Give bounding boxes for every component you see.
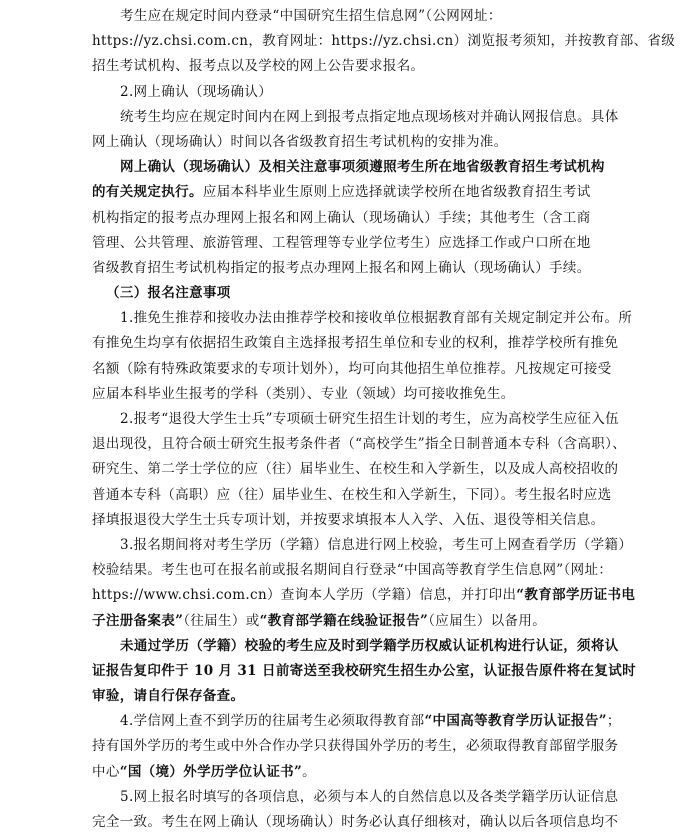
- section-2-paragraph-1: [92, 105, 619, 155]
- section-2-paragraph-2: [92, 155, 605, 281]
- text-line: 校验结果。考生也可在报名前或报名期间自行登录“中国高等教育学生信息网”（网址：: [92, 562, 613, 579]
- bold-text-line: 未通过学历（学籍）校验的考生应及时到学籍学历权威认证机构进行认证，须将认: [120, 637, 619, 654]
- text-line: 有推免生均享有依据招生政策自主选择报考招生单位和专业的权利，推荐学校所有推免: [92, 335, 619, 352]
- text-line: 1.推免生推荐和接收办法由推荐学校和接收单位根据教育部有关规定制定并公布。所: [120, 310, 633, 327]
- text: https://www.chsi.com.cn）查询本人学历（学籍）信息，并打印出: [92, 587, 517, 604]
- text-line: 统考生均应在规定时间内在网上到报考点指定地点现场核对并确认网报信息。具体: [120, 108, 619, 125]
- text-line: 管理、公共管理、旅游管理、工程管理等专业学位考生）应选择工作或户口所在地: [92, 234, 591, 251]
- bold-text-line: 审验，请自行保存备查。: [92, 688, 245, 705]
- text: 4.学信网上查不到学历的往届考生必须取得教育部: [120, 713, 425, 730]
- text-line: 招生考试机构、报考点以及学校的网上公告要求报名。: [92, 58, 425, 75]
- bold-text: “中国高等教育学历认证报告”: [424, 713, 607, 730]
- text-line: 网上确认（现场确认）时间以各省级教育招生考试机构的安排为准。: [92, 133, 508, 150]
- text: 应届本科毕业生原则上应选择就读学校所在地省级教育招生考试: [202, 184, 591, 201]
- text-line: 5.网上报名时填写的各项信息，必须与本人的自然信息以及各类学籍学历认证信息: [120, 788, 619, 805]
- section-3-heading: [92, 281, 602, 306]
- text-line: 机构指定的报考点办理网上报名和网上确认（现场确认）手续；其他考生（含工商: [92, 209, 591, 226]
- text-line: 2.报考“退役大学生士兵”专项硕士研究生招生计划的考生，应为高校学生应征入伍: [120, 411, 619, 427]
- bold-text: 的有关规定执行。: [92, 184, 203, 201]
- text: ；: [606, 713, 621, 730]
- bold-text-line: 证报告复印件于 10 月 31 日前寄送至我校研究生招生办公室，认证报告原件将在复试时: [92, 662, 636, 679]
- document-page: [92, 0, 676, 831]
- mixed-text-line: [92, 180, 602, 205]
- text-line: 考生应在规定时间内登录“中国研究生招生信息网”（公网网址：: [120, 8, 502, 24]
- text-line: 应届本科毕业生报考的学科（类别）、专业（领域）均可接收推免生。: [92, 385, 515, 402]
- mixed-text-line: [92, 760, 602, 785]
- text-line: https://yz.chsi.com.cn，教育网址：https://yz.chsi.cn）浏览报考须知，并按教育部、省级: [92, 33, 676, 50]
- bold-text: “国（境）外学历学位认证书”: [119, 763, 303, 780]
- item-4-paragraph: [92, 709, 621, 785]
- mixed-text-line: [92, 709, 621, 734]
- text-line: 省级教育招生考试机构指定的报考点办理网上报名和网上确认（现场确认）手续。: [92, 259, 591, 276]
- item-5-paragraph: [92, 785, 619, 835]
- item-1-paragraph: [92, 306, 633, 407]
- text-line: 名额（除有特殊政策要求的专项计划外），均可向其他招生单位推荐。凡按规定可接受: [92, 360, 612, 377]
- item-3-paragraph: [92, 533, 636, 634]
- heading-text: （三）报名注意事项: [106, 285, 231, 302]
- text-line: 完全一致。考生在网上确认（现场确认）时务必认真仔细核对，确认以后各项信息均不: [92, 814, 619, 830]
- text: 中心: [92, 763, 120, 780]
- item-2-paragraph: [92, 407, 627, 533]
- text: （往届生）或: [183, 612, 260, 629]
- bold-text: 子注册备案表”: [92, 612, 184, 629]
- bold-text: “教育部学历证书电: [516, 587, 636, 604]
- section-2-heading: [92, 80, 602, 105]
- text-line: 退出现役，且符合硕士研究生报考条件者（“高校学生”指全日制普通本专科（含高职）、: [92, 436, 627, 453]
- heading-text: 2.网上确认（现场确认）: [120, 83, 273, 100]
- mixed-text-line: [92, 583, 636, 608]
- bold-text: “教育部学籍在线验证报告”: [259, 612, 429, 629]
- mixed-text-line: [92, 609, 602, 634]
- bold-text-line: 网上确认（现场确认）及相关注意事项须遵照考生所在地省级教育招生考试机构: [120, 159, 605, 176]
- text-line: 研究生、第二学士学位的应（往）届毕业生、在校生和入学新生，以及成人高校招收的: [92, 461, 619, 478]
- item-3-bold-paragraph: [92, 634, 636, 710]
- intro-paragraph: [92, 4, 676, 80]
- text: （应届生）以备用。: [428, 612, 547, 629]
- text-line: 3.报名期间将对考生学历（学籍）信息进行网上校验，考生可上网查看学历（学籍）: [120, 536, 633, 553]
- text: 。: [302, 763, 316, 780]
- text-line: 择填报退役大学生士兵专项计划，并按要求填报本人入学、入伍、退役等相关信息。: [92, 511, 605, 528]
- text-line: 持有国外学历的考生或中外合作办学只获得国外学历的考生，必须取得教育部留学服务: [92, 738, 619, 755]
- text-line: 普通本专科（高职）应（往）届毕业生、在校生和入学新生，下同）。考生报名时应选: [92, 486, 612, 503]
